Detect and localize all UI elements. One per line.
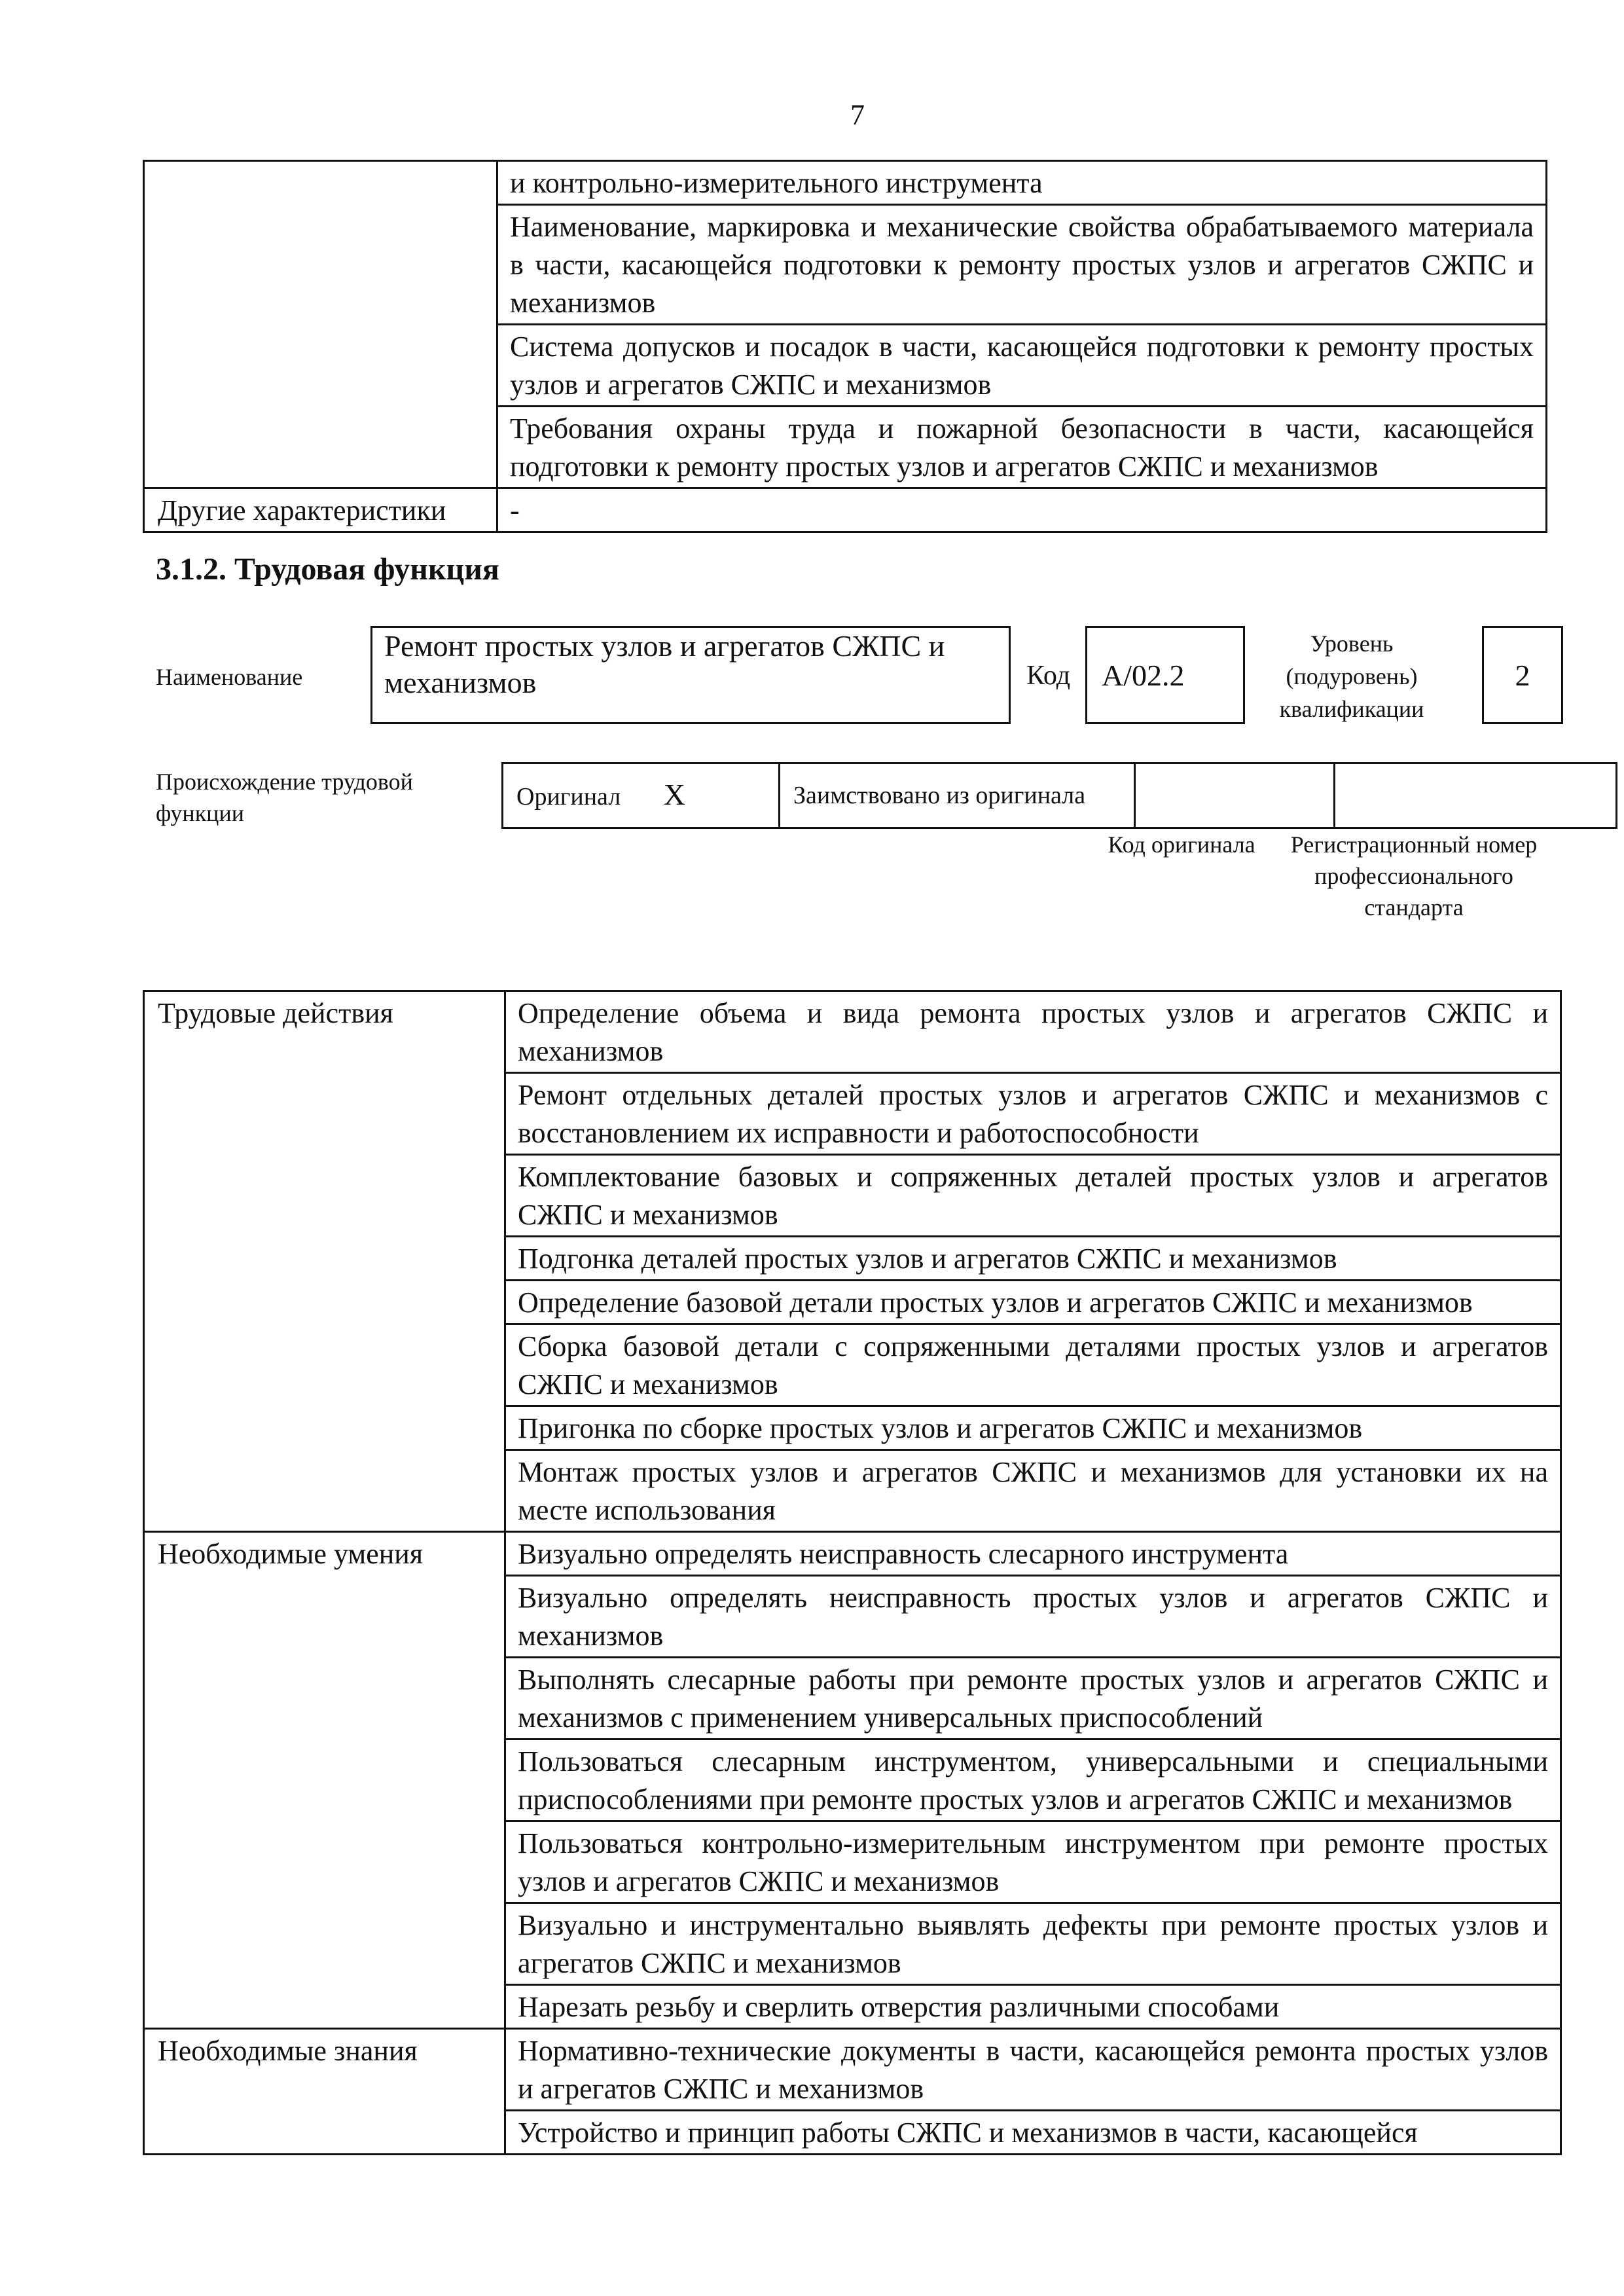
action-item: Сборка базовой детали с сопряженными деталями простых узлов и агрегатов СЖПС и механизмов — [505, 1324, 1561, 1406]
registration-number-cell — [1335, 763, 1617, 828]
other-characteristics-label: Другие характеристики — [144, 488, 497, 532]
original-code-cell — [1135, 763, 1335, 828]
table-row — [144, 488, 1547, 532]
skill-item: Пользоваться контрольно-измерительным инструментом при ремонте простых узлов и агрегатов СЖПС и механизмов — [505, 1821, 1561, 1903]
code-box — [1085, 626, 1245, 724]
table-cell: и контрольно-измерительного инструмента — [497, 161, 1547, 205]
action-item: Подгонка деталей простых узлов и агрегатов СЖПС и механизмов — [505, 1237, 1561, 1281]
original-cell — [503, 763, 780, 828]
action-item: Комплектование базовых и сопряженных деталей простых узлов и агрегатов СЖПС и механизмов — [505, 1155, 1561, 1237]
knowledge-group — [144, 2029, 1561, 2155]
labor-function-table — [143, 990, 1562, 2155]
skills-group — [144, 1532, 1561, 2029]
action-item: Монтаж простых узлов и агрегатов СЖПС и механизмов для установки их на месте использования — [505, 1450, 1561, 1532]
page-number: 7 — [850, 99, 865, 131]
actions-group — [144, 991, 1561, 1532]
table-row — [503, 763, 1617, 828]
action-item: Ремонт отдельных деталей простых узлов и агрегатов СЖПС и механизмов с восстановлением их исправности и работоспособности — [505, 1073, 1561, 1155]
actions-label: Трудовые действия — [144, 991, 505, 1532]
original-mark: X — [663, 777, 685, 811]
level-label: Уровень (подуровень) квалификации — [1279, 630, 1424, 722]
skills-label: Необходимые умения — [144, 1532, 505, 2029]
table-cell: Требования охраны труда и пожарной безопасности в части, касающейся подготовки к ремонту простых узлов и агрегатов СЖПС и механизмов — [497, 407, 1547, 488]
knowledge-label: Необходимые знания — [144, 2029, 505, 2155]
registration-number-caption: Регистрационный номер профессионального стандарта — [1290, 831, 1538, 920]
code-value: А/02.2 — [1102, 659, 1185, 692]
action-item: Определение объема и вида ремонта простых узлов и агрегатов СЖПС и механизмов — [505, 991, 1561, 1073]
action-item: Пригонка по сборке простых узлов и агрегатов СЖПС и механизмов — [505, 1406, 1561, 1450]
skill-item: Выполнять слесарные работы при ремонте простых узлов и агрегатов СЖПС и механизмов с применением универсальных приспособлений — [505, 1658, 1561, 1740]
level-box — [1482, 626, 1563, 724]
origin-label: Происхождение трудовой функции — [156, 769, 413, 826]
top-characteristics-table — [143, 160, 1547, 533]
knowledge-item: Устройство и принцип работы СЖПС и механизмов в части, касающейся — [505, 2111, 1561, 2155]
skill-item: Визуально и инструментально выявлять дефекты при ремонте простых узлов и агрегатов СЖПС и механизмов — [505, 1903, 1561, 1985]
skill-item: Визуально определять неисправность слесарного инструмента — [505, 1532, 1561, 1576]
action-item: Определение базовой детали простых узлов и агрегатов СЖПС и механизмов — [505, 1281, 1561, 1324]
knowledge-item: Нормативно-технические документы в части, касающейся ремонта простых узлов и агрегатов СЖПС и механизмов — [505, 2029, 1561, 2111]
table-row — [144, 2029, 1561, 2111]
table-row — [144, 991, 1561, 1073]
function-name-value: Ремонт простых узлов и агрегатов СЖПС и механизмов — [384, 629, 945, 699]
skill-item: Визуально определять неисправность простых узлов и агрегатов СЖПС и механизмов — [505, 1576, 1561, 1658]
table-cell: Система допусков и посадок в части, касающейся подготовки к ремонту простых узлов и агрегатов СЖПС и механизмов — [497, 325, 1547, 407]
table-row — [144, 161, 1547, 205]
original-code-caption: Код оригинала — [1108, 831, 1255, 858]
table-row — [144, 1532, 1561, 1576]
borrowed-cell: Заимствовано из оригинала — [780, 763, 1135, 828]
level-value: 2 — [1515, 659, 1530, 692]
section-heading: 3.1.2. Трудовая функция — [156, 552, 499, 587]
table-cell: Наименование, маркировка и механические свойства обрабатываемого материала в части, касающейся подготовки к ремонту простых узлов и агрегатов СЖПС и механизмов — [497, 205, 1547, 325]
original-label: Оригинал — [516, 782, 621, 811]
skill-item: Пользоваться слесарным инструментом, универсальными и специальными приспособлениями при ремонте простых узлов и агрегатов СЖПС и механизмов — [505, 1740, 1561, 1821]
code-label: Код — [1026, 661, 1071, 691]
skill-item: Нарезать резьбу и сверлить отверстия различными способами — [505, 1985, 1561, 2029]
function-name-box — [370, 626, 1011, 724]
name-label: Наименование — [156, 664, 303, 690]
label-cell — [144, 161, 497, 488]
origin-table — [501, 762, 1617, 829]
other-characteristics-value: - — [497, 488, 1547, 532]
